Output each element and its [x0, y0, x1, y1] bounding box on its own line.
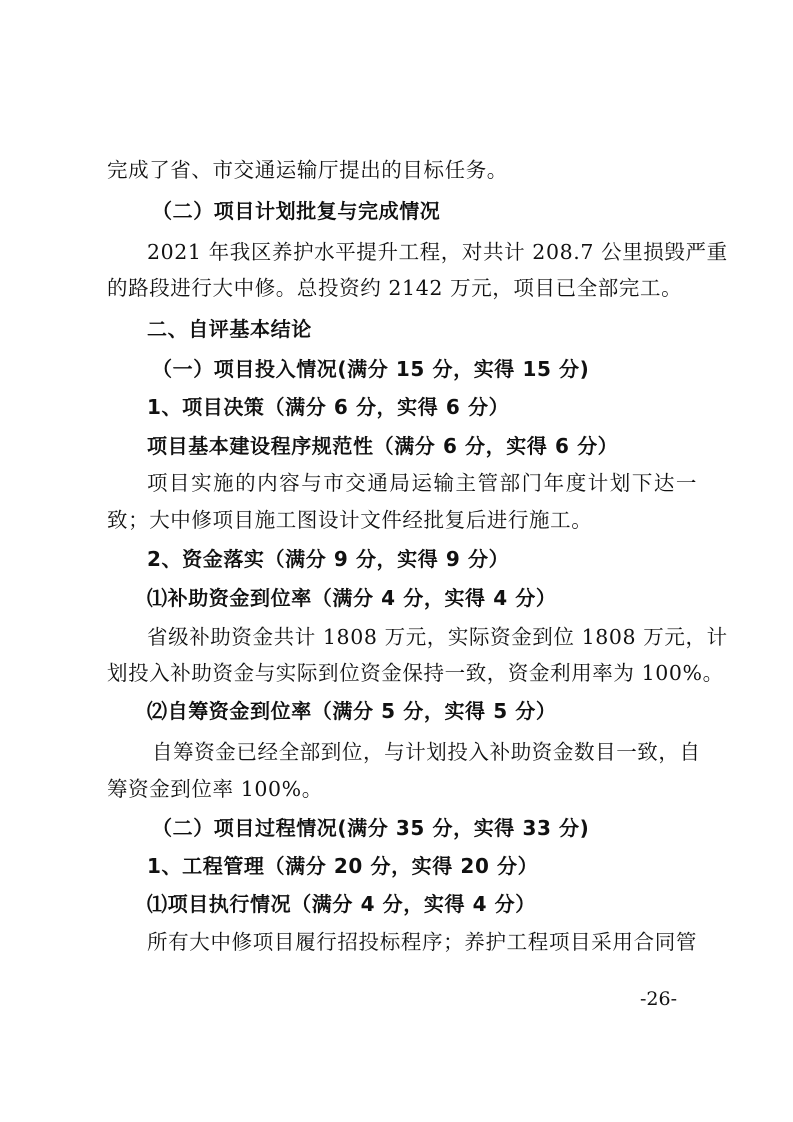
section-heading: ⑴项目执行情况（满分 4 分，实得 4 分）: [147, 892, 536, 916]
paragraph-line: 的路段进行大中修。总投资约 2142 万元，项目已全部完工。: [107, 276, 683, 300]
paragraph-line: 项目实施的内容与市交通局运输主管部门年度计划下达一: [147, 471, 697, 495]
section-heading: 1、项目决策（满分 6 分，实得 6 分）: [147, 395, 510, 419]
section-heading: （二）项目过程情况(满分 35 分，实得 33 分): [152, 816, 590, 840]
section-heading: 项目基本建设程序规范性（满分 6 分，实得 6 分）: [147, 434, 619, 458]
section-heading: 1、工程管理（满分 20 分，实得 20 分）: [147, 854, 539, 878]
section-heading: ⑵自筹资金到位率（满分 5 分，实得 5 分）: [147, 699, 557, 723]
section-heading: （一）项目投入情况(满分 15 分，实得 15 分): [152, 357, 590, 381]
paragraph-line: 自筹资金已经全部到位，与计划投入补助资金数目一致，自: [152, 740, 701, 764]
page-number: -26-: [640, 988, 678, 1010]
paragraph-line: 2021 年我区养护水平提升工程，对共计 208.7 公里损毁严重: [147, 240, 728, 264]
paragraph-line: 致；大中修项目施工图设计文件经批复后进行施工。: [107, 508, 593, 532]
section-heading: （二）项目计划批复与完成情况: [152, 199, 441, 223]
section-heading: 2、资金落实（满分 9 分，实得 9 分）: [147, 547, 510, 571]
paragraph-line: 划投入补助资金与实际到位资金保持一致，资金利用率为 100%。: [107, 661, 724, 685]
paragraph-line: 所有大中修项目履行招投标程序；养护工程项目采用合同管: [147, 930, 697, 954]
paragraph-line: 完成了省、市交通运输厅提出的目标任务。: [107, 158, 508, 182]
paragraph-line: 省级补助资金共计 1808 万元，实际资金到位 1808 万元，计: [147, 625, 728, 649]
paragraph-line: 筹资金到位率 100%。: [107, 777, 323, 801]
section-heading: ⑴补助资金到位率（满分 4 分，实得 4 分）: [147, 586, 557, 610]
section-heading: 二、自评基本结论: [147, 317, 312, 341]
